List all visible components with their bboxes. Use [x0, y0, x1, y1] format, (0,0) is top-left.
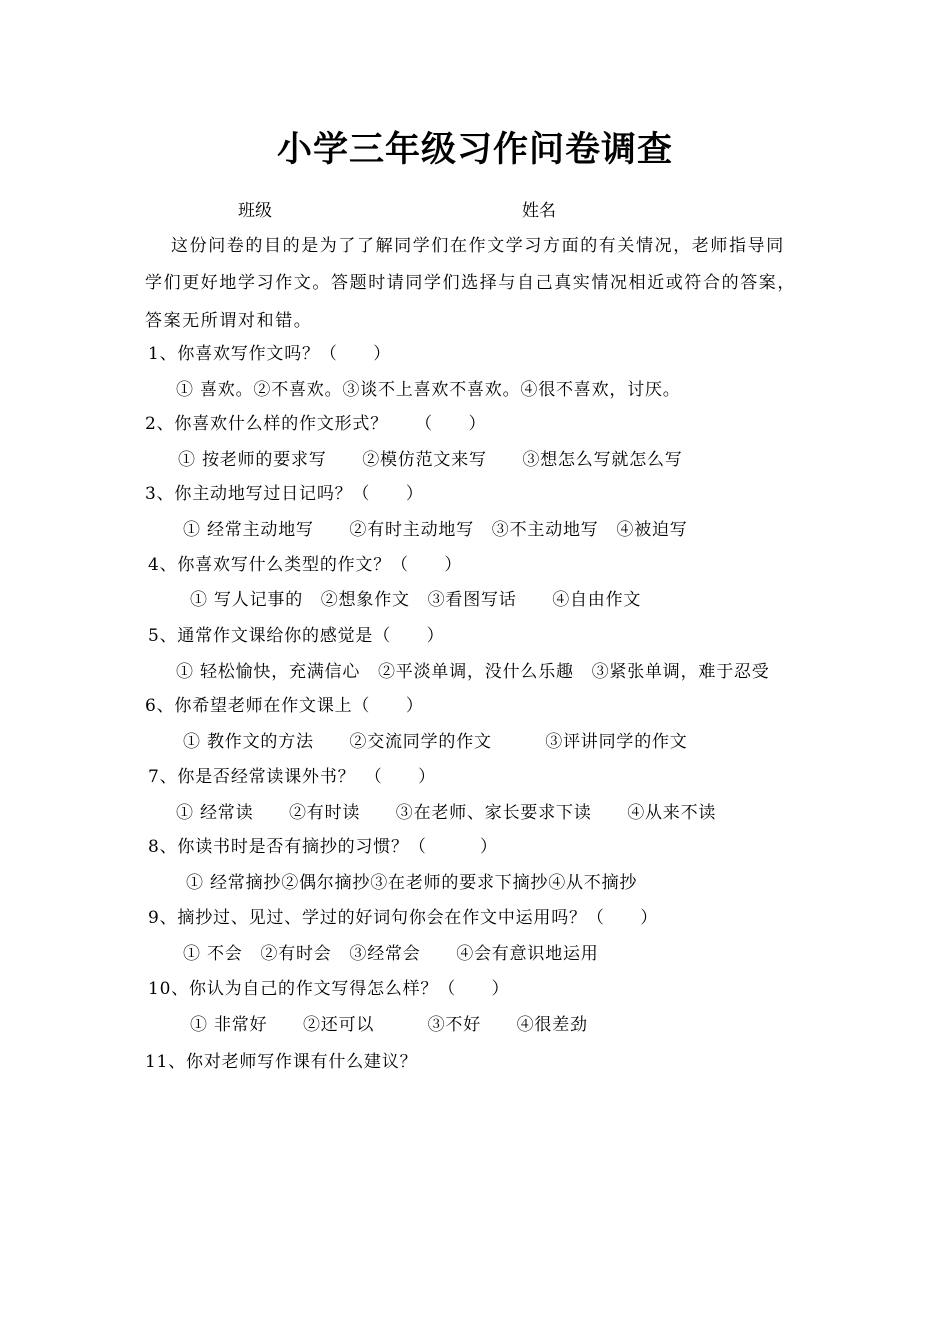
options-5: ① 轻松愉快，充满信心 ②平淡单调，没什么乐趣 ③紧张单调，难于忍受 [176, 662, 770, 682]
question-4: 4、你喜欢写什么类型的作文？（ ） [148, 555, 463, 575]
question-5: 5、通常作文课给你的感觉是（ ） [148, 626, 445, 646]
intro-line-3: 答案无所谓对和错。 [145, 311, 313, 331]
question-9: 9、摘抄过、见过、学过的好词句你会在作文中运用吗？（ ） [148, 908, 659, 928]
class-label: 班级 [238, 201, 272, 221]
options-6: ① 教作文的方法 ②交流同学的作文 ③评讲同学的作文 [183, 732, 688, 752]
options-2: ① 按老师的要求写 ②模仿范文来写 ③想怎么写就怎么写 [178, 450, 683, 470]
question-10: 10、你认为自己的作文写得怎么样？（ ） [148, 979, 510, 999]
question-11: 11、你对老师写作课有什么建议？ [145, 1052, 418, 1072]
question-7: 7、你是否经常读课外书？ （ ） [148, 767, 436, 787]
options-8: ① 经常摘抄②偶尔摘抄③在老师的要求下摘抄④从不摘抄 [186, 873, 638, 893]
question-1: 1、你喜欢写作文吗？（ ） [148, 344, 392, 364]
options-7: ① 经常读 ②有时读 ③在老师、家长要求下读 ④从来不读 [176, 803, 717, 823]
options-1: ① 喜欢。②不喜欢。③谈不上喜欢不喜欢。④很不喜欢，讨厌。 [176, 380, 681, 400]
question-3: 3、你主动地写过日记吗？（ ） [145, 484, 424, 504]
question-2: 2、你喜欢什么样的作文形式？ （ ） [145, 414, 487, 434]
options-3: ① 经常主动地写 ②有时主动地写 ③不主动地写 ④被迫写 [183, 520, 688, 540]
page-title: 小学三年级习作问卷调查 [276, 130, 673, 170]
intro-line-1: 这份问卷的目的是为了了解同学们在作文学习方面的有关情况，老师指导同 [171, 236, 785, 256]
question-8: 8、你读书时是否有摘抄的习惯？（ ） [148, 837, 498, 857]
intro-line-2: 学们更好地学习作文。答题时请同学们选择与自己真实情况相近或符合的答案， [145, 273, 796, 293]
options-4: ① 写人记事的 ②想象作文 ③看图写话 ④自由作文 [190, 590, 642, 610]
question-6: 6、你希望老师在作文课上（ ） [145, 696, 424, 716]
options-10: ① 非常好 ②还可以 ③不好 ④很差劲 [190, 1015, 588, 1035]
options-9: ① 不会 ②有时会 ③经常会 ④会有意识地运用 [183, 944, 599, 964]
name-label: 姓名 [522, 201, 556, 221]
